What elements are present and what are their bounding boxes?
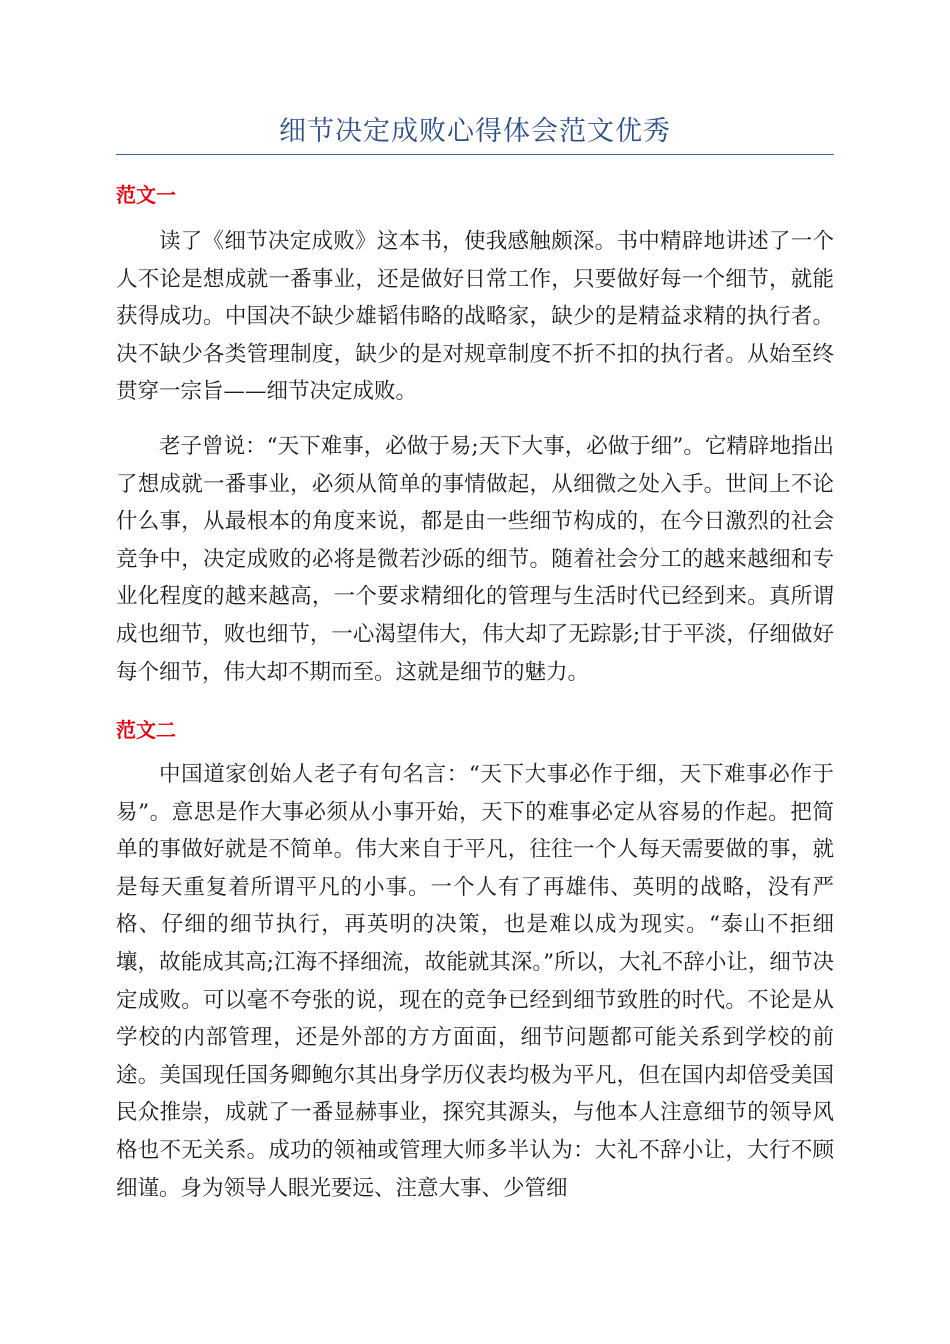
paragraph-1-2: 老子曾说：“天下难事，必做于易;天下大事，必做于细”。它精辟地指出了想成就一番事业，必须从简单的事情做起，从细微之处入手。世间上不论什么事，从最根本的角度来说，都是由一些细节构成的，在今日激烈的社会竞争中，决定成败的必将是微若沙砾的细节。随着社会分工的越来越细和专业化程度的越来越高，一个要求精细化的管理与生活时代已经到来。真所谓成也细节，败也细节，一心渴望伟大，伟大却了无踪影;甘于平淡，仔细做好每个细节，伟大却不期而至。这就是细节的魅力。	[116, 434, 834, 685]
paragraph-1-1: 读了《细节决定成败》这本书，使我感触颇深。书中精辟地讲述了一个人不论是想成就一番事业，还是做好日常工作，只要做好每一个细节，就能获得成功。中国决不缺少雄韬伟略的战略家，缺少的是精益求精的执行者。决不缺少各类管理制度，缺少的是对规章制度不折不扣的执行者。从始至终贯穿一宗旨——细节决定成败。	[116, 229, 834, 405]
title-underline	[116, 154, 834, 155]
section-heading-2: 范文二	[116, 718, 176, 742]
paragraph-2-1: 中国道家创始人老子有句名言：“天下大事必作于细，天下难事必作于易”。意思是作大事必须从小事开始，天下的难事必定从容易的作起。把简单的事做好就是不简单。伟大来自于平凡，往往一个人每天需要做的事，就是每天重复着所谓平凡的小事。一个人有了再雄伟、英明的战略，没有严格、仔细的细节执行，再英明的决策，也是难以成为现实。“泰山不拒细壤，故能成其高;江海不择细流，故能就其深。”所以，大礼不辞小让，细节决定成败。可以毫不夸张的说，现在的竞争已经到细节致胜的时代。不论是从学校的内部管理，还是外部的方方面面，细节问题都可能关系到学校的前途。美国现任国务卿鲍尔其出身学历仪表均极为平凡，但在国内却倍受美国民众推崇，成就了一番显赫事业，探究其源头，与他本人注意细节的领导风格也不无关系。成功的领袖或管理大师多半认为：大礼不辞小让，大行不顾细谨。身为领导人眼光要远、注意大事、少管细	[116, 762, 834, 1201]
section-heading-1: 范文一	[116, 183, 176, 207]
document-title: 细节决定成败心得体会范文优秀	[279, 116, 671, 147]
